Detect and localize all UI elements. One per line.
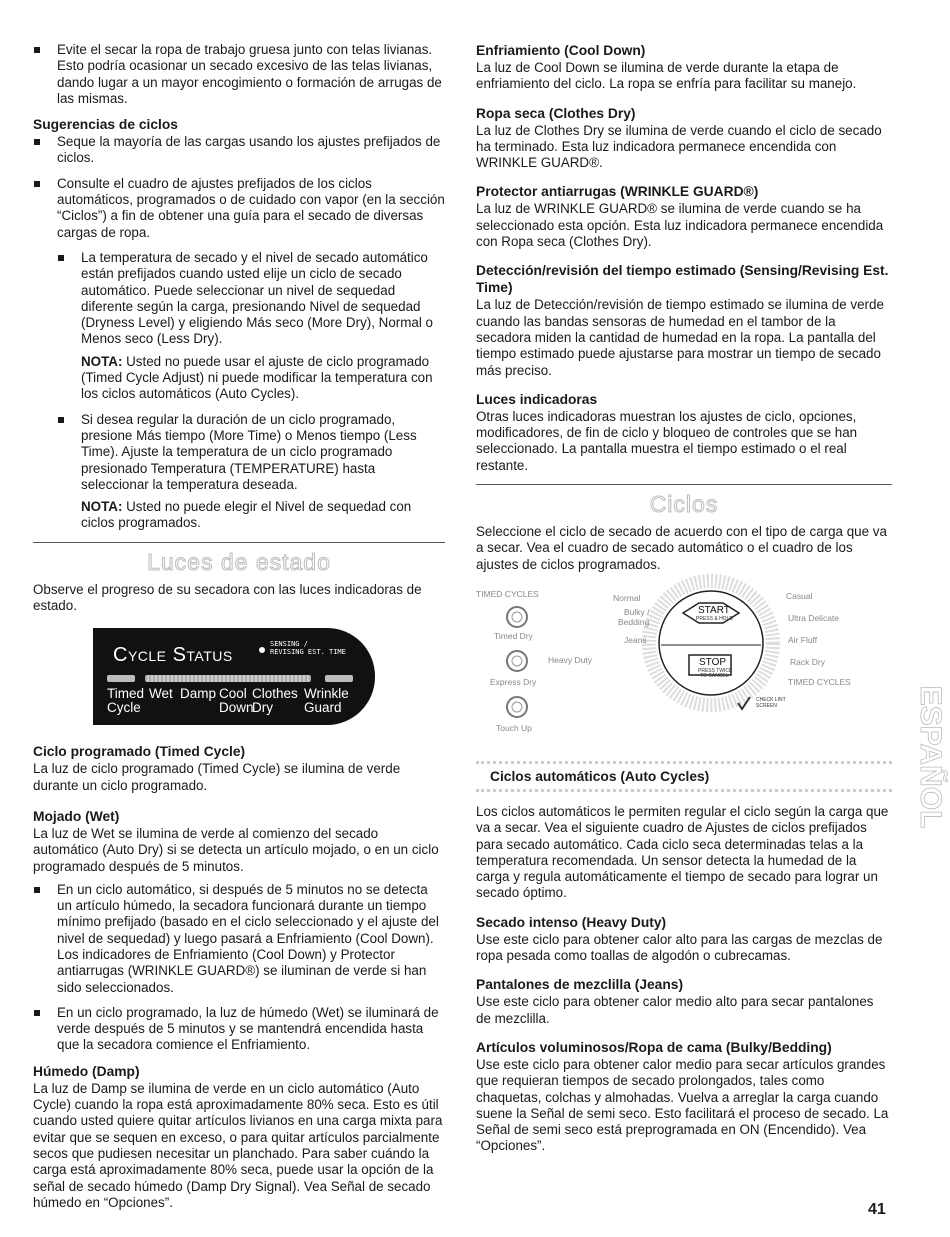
list-item: La temperatura de secado y el nivel de secado automático están prefijados cuando usted elije un ciclo de secado automático. Puede seleccionar un nivel de sequedad diferente según la carga, presionando Nivel de sequedad (Dryness Level) y eligiendo Más seco (More Dry), Normal o Menos seco (Less Dry). (57, 250, 445, 348)
auto-cycles-text: Los ciclos automáticos le permiten regular el ciclo según la carga que va a secar. Vea el siguiente cuadro de Ajustes de ciclos prefijados para secado automático. Cada ciclo seca determinadas telas a la temperatura recomendada. Un sensor detecta la humedad de la carga y regula automáticamente el tiempo de secado para lograr un secado óptimo. (476, 803, 889, 901)
express-dry-label: Express Dry (490, 676, 537, 687)
status-lights-bar (145, 675, 311, 682)
stage-label-clothes-dry: Clothes Dry (252, 686, 298, 716)
stop-button-label: STOP (699, 656, 727, 668)
ciclos-intro: Seleccione el ciclo de secado de acuerdo con el tipo de carga que va a secar. Vea el cuadro de secado automático o el cuadro de los ajustes de ciclos programados. (476, 524, 887, 572)
cycle-status-title: Cycle Status (113, 644, 233, 667)
intro-list (33, 42, 445, 107)
list-item: En un ciclo automático, si después de 5 minutos no se detecta un artículo húmedo, la secadora funcionará durante un tiempo mínimo prefijado (basado en el ciclo seleccionado y el ajuste del nivel de sequedad) y luego pasará a Enfriamiento (Cool Down). Los indicadores de Enfriamiento (Cool Down) y Protector antiarrugas (WRINKLE GUARD®) se iluminan de verde si han sido seleccionados. (33, 882, 445, 996)
sensing-text: La luz de Detección/revisión de tiempo estimado se ilumina de verde cuando las bandas sensoras de humedad en el tambor de la secadora miden la cantidad de humedad en la ropa. La pantalla del tiempo estimado puede ajustarse para mostrar un tiempo de secado más preciso. (476, 297, 884, 378)
timed-dry-label: Timed Dry (494, 630, 533, 641)
stage-label-damp: Damp (180, 686, 217, 702)
bulky-text: Use este ciclo para obtener calor medio para secar artículos grandes que requieran tiempos de secado prolongados, tales como chaquetas, colchas y almohadas. Vuelva a arreglar la carga cuando suene la Señal de semi seco. Esto facilitará el proceso de secado. La Señal de semi seco está preprogramada en ON (Encendido). Vea “Opciones”. (476, 1056, 889, 1154)
list-item: Si desea regular la duración de un ciclo programado, presione Más tiempo (More Time) o Menos tiempo (Less Time). Ajuste la temperatura de un ciclo programado presionado Temperatura (TEMPERATURE) hasta seleccionar la temperatura deseada. (57, 412, 445, 493)
wet-list (33, 882, 445, 1054)
air-fluff-label: Air Fluff (788, 634, 818, 645)
list-item: En un ciclo programado, la luz de húmedo (Wet) se iluminará de verde después de 5 minutos y se mantendrá encendida hasta que la secadora comience el Enfriamiento. (33, 1005, 445, 1054)
auto-cycles-heading-bar (476, 761, 892, 792)
stage-label-cool-down: Cool Down (219, 686, 254, 716)
wrinkle-guard-heading: Protector antiarrugas (WRINKLE GUARD®) (476, 184, 759, 200)
stage-label-timed-cycle: Timed Cycle (107, 686, 145, 716)
timed-cycles-right-label: TIMED CYCLES (788, 676, 851, 687)
timed-cycle-light (107, 675, 135, 682)
timed-cycles-label: TIMED CYCLES (476, 588, 539, 599)
nota-1: NOTA: Usted no puede usar el ajuste de ciclo programado (Timed Cycle Adjust) ni puede modificar la temperatura con los ciclos automáticos (Auto Cycles). (81, 353, 433, 402)
check-lint-label: CHECK LINT (756, 696, 786, 703)
page-number: 41 (868, 1201, 886, 1218)
section-divider (476, 484, 892, 485)
list-item: Seque la mayoría de las cargas usando los ajustes prefijados de ciclos. (33, 134, 445, 167)
cycle-status-panel (93, 628, 375, 725)
timed-cycle-text: La luz de ciclo programado (Timed Cycle) se ilumina de verde durante un ciclo programado. (33, 761, 401, 793)
stage-label-wet: Wet (149, 686, 173, 702)
bulky-label: Bulky / (624, 606, 650, 617)
wet-text: La luz de Wet se ilumina de verde al comienzo del secado automático (Auto Dry) si se detecta un artículo mojado, o en un ciclo programado después de 5 minutos. (33, 825, 439, 874)
ultra-delicate-label: Ultra Delicate (788, 612, 840, 623)
sensing-indicator-light (259, 647, 265, 653)
start-button-label: START (698, 604, 730, 616)
rack-dry-label: Rack Dry (790, 656, 825, 667)
cool-down-heading: Enfriamiento (Cool Down) (476, 43, 646, 58)
sugerencias-heading: Sugerencias de ciclos (33, 117, 178, 133)
to-cancel-label: TO CANCEL (700, 672, 729, 679)
screen-label: SCREEN (756, 702, 777, 709)
clothes-dry-heading: Ropa seca (Clothes Dry) (476, 105, 636, 121)
heavy-duty-text: Use este ciclo para obtener calor alto para las cargas de mezclas de ropa pesada como toallas de algodón o cubrecamas. (476, 931, 883, 964)
damp-text: La luz de Damp se ilumina de verde en un ciclo automático (Auto Cycle) cuando la ropa está aproximadamente 80% seca. Esto es útil cuando usted quiere quitar artículos livianos en una carga mixta para evitar que se sequen en exceso, o para quitar artículos parcialmente secos que pudiesen necesitar un planchado. Para saber cuándo la carga está aproximadamente 80% seca, puede usar la opción de la señal de secado húmedo (Damp Dry Signal). Vea Señal de secado húmedo en “Opciones”. (33, 1080, 443, 1210)
section-divider (33, 542, 445, 543)
damp-heading: Húmedo (Damp) (33, 1063, 140, 1079)
wet-heading: Mojado (Wet) (33, 808, 120, 824)
wrinkle-guard-light (325, 675, 353, 682)
jeans-text: Use este ciclo para obtener calor medio alto para secar pantalones de mezclilla. (476, 994, 874, 1026)
heavy-duty-label: Heavy Duty (548, 654, 592, 665)
right-column (476, 42, 892, 1155)
stage-label-wrinkle-guard: Wrinkle Guard (304, 686, 349, 716)
press-twice-label: PRESS TWICE (698, 667, 733, 674)
touch-up-label: Touch Up (496, 722, 532, 733)
jeans-heading: Pantalones de mezclilla (Jeans) (476, 977, 684, 993)
auto-cycles-heading: Ciclos automáticos (Auto Cycles) (490, 768, 710, 784)
list-item: Consulte el cuadro de ajustes prefijados de los ciclos automáticos, programados o de cuidado con vapor (en la sección “Ciclos”) a fin de obtener una guía para el secado de diversas cargas de ropa. (33, 176, 445, 241)
clothes-dry-text: La luz de Clothes Dry se ilumina de verde cuando el ciclo de secado ha terminado. Esta luz indicadora permanece encendida con WRINKLE GUARD®. (476, 122, 882, 171)
casual-label: Casual (786, 590, 813, 601)
left-column (33, 42, 445, 1211)
sugerencias-sublist-2 (57, 412, 445, 493)
bulky-heading: Artículos voluminosos/Ropa de cama (Bulky/Bedding) (476, 1039, 832, 1055)
heavy-duty-heading: Secado intenso (Heavy Duty) (476, 914, 667, 930)
sugerencias-sublist (57, 250, 445, 348)
sensing-label: SENSING / REVISING EST. TIME (270, 640, 346, 657)
cool-down-text: La luz de Cool Down se ilumina de verde durante la etapa de enfriamiento del ciclo. La ropa se enfría para facilitar su manejo. (476, 60, 857, 92)
espanol-side-label (902, 642, 947, 872)
espanol-text: ESPAÑOL (914, 685, 947, 829)
wrinkle-guard-text: La luz de WRINKLE GUARD® se ilumina de verde cuando se ha seleccionado esta opción. Esta luz indicadora permanece encendida con Ropa seca (Clothes Dry). (476, 201, 884, 250)
nota-2: NOTA: Usted no puede elegir el Nivel de sequedad con ciclos programados. (81, 499, 412, 531)
cycle-dial-illustration (476, 583, 876, 743)
ciclos-title: Ciclos (649, 491, 719, 518)
luces-de-estado-title: Luces de estado (147, 548, 331, 575)
list-item: Evite el secar la ropa de trabajo gruesa junto con telas livianas. Esto podría ocasionar un secado excesivo de las telas livianas, dando lugar a un mayor encogimiento o formación de arrugas de las mismas. (33, 42, 445, 107)
press-hold-label: PRESS & HOLD (696, 615, 733, 622)
luces-indicadoras-heading: Luces indicadoras (476, 391, 598, 407)
bedding-label: Bedding (618, 616, 650, 627)
luces-intro: Observe el progreso de su secadora con las luces indicadoras de estado. (33, 581, 422, 614)
timed-cycle-heading: Ciclo programado (Timed Cycle) (33, 744, 246, 760)
sugerencias-list (33, 134, 445, 241)
normal-label: Normal (613, 592, 641, 603)
sensing-heading: Detección/revisión del tiempo estimado (Sensing/Revising Est. Time) (476, 263, 889, 296)
luces-indicadoras-text: Otras luces indicadoras muestran los ajustes de ciclo, opciones, modificadores, de fin de ciclo y bloqueo de controles que se han seleccionado. La pantalla muestra el tiempo estimado o el real restante. (476, 408, 858, 473)
jeans-label: Jeans (624, 634, 647, 645)
